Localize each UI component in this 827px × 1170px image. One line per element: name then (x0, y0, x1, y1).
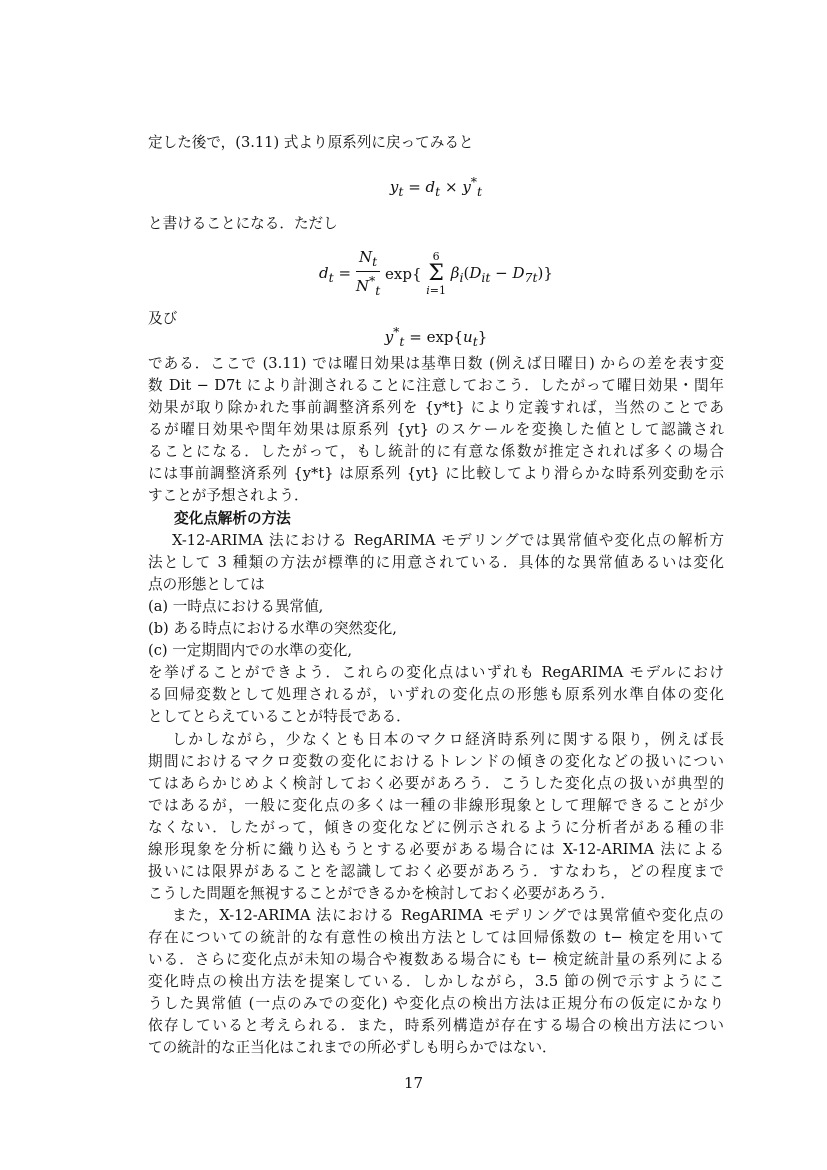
paragraph-line: る回帰変数として処理されるが，いずれの変化点の形態も原系列水準自体の変化 (148, 686, 724, 703)
list-item: (b) ある時点における水準の突然変化, (148, 620, 397, 637)
paragraph-line: 期間におけるマクロ変数の変化におけるトレンドの傾きの変化などの扱いについ (148, 753, 724, 770)
paragraph-line: 扱いには限界があることを認識しておく必要があろう．すなわち，どの程度まで (148, 863, 724, 880)
equation-1 (148, 174, 724, 199)
paragraph-line: X-12-ARIMA 法における RegARIMA モデリングでは異常値や変化点の解析方 (172, 532, 724, 549)
paragraph-line: である．ここで (3.11) では曜日効果は基準日数 (例えば日曜日) からの差を表す変 (148, 355, 724, 372)
paragraph-line: すことが予想されよう． (148, 487, 309, 504)
paragraph-line: なくない．したがって，傾きの変化などに例示されるように分析者がある種の非 (148, 819, 724, 836)
paragraph-line: 変化時点の検出方法を提案している．しかしながら，3.5 節の例で示すようにこ (148, 973, 724, 990)
paragraph-line: 及び (148, 310, 178, 327)
list-item: (a) 一時点における異常値, (148, 598, 324, 615)
paragraph-line: ての統計的な正当化はこれまでの所必ずしも明らかではない． (148, 1039, 557, 1056)
paragraph-line: 効果が取り除かれた事前調整済系列を {y*t} により定義すれば，当然のことであ (148, 399, 724, 416)
paragraph-line: を挙げることができよう．これらの変化点はいずれも RegARIMA モデルにおけ (148, 664, 724, 681)
equation-text: $y_t = d_t \times y^*_t$ (389, 174, 483, 199)
paragraph-line: しかしながら，少なくとも日本のマクロ経済時系列に関する限り，例えば長 (172, 731, 724, 748)
paragraph-line: また，X-12-ARIMA 法における RegARIMA モデリングでは異常値や変化点の (172, 907, 724, 924)
paragraph-line: 線形現象を分析に織り込もうとする必要がある場合には X-12-ARIMA 法による (148, 841, 724, 858)
equation-2: $d_t$ = $\frac{N_t}{N^*_t}$ exp{ 6 Σ i=1 $\beta_i(D_{it} - D_{7t})$} (319, 248, 553, 298)
paragraph-line: 法として 3 種類の方法が標準的に用意されている．具体的な異常値あるいは変化 (148, 554, 724, 571)
list-item: (c) 一定期間内での水準の変化, (148, 642, 352, 659)
paragraph-line: こうした問題を無視することができるかを検討しておく必要があろう． (148, 885, 616, 902)
paragraph-line: 定した後で，(3.11) 式より原系列に戻ってみると (148, 134, 474, 151)
paragraph-line: には事前調整済系列 {y*t} は原系列 {yt} に比較してより滑らかな時系列変動を示 (148, 465, 724, 482)
paragraph-line: うした異常値 (一点のみでの変化) や変化点の検出方法は正規分布の仮定にかなり (148, 995, 724, 1012)
paragraph-line: と書けることになる．ただし (148, 215, 338, 232)
equation-3: $y^*_t = \exp\{u_t\}$ (384, 324, 488, 349)
paragraph-line: としてとらえていることが特長である． (148, 708, 411, 725)
paragraph-line: るが曜日効果や閏年効果は原系列 {yt} のスケールを変換した値として認識され (148, 421, 724, 438)
paragraph-line: 数 Dit − D7t により計測されることに注意しておこう．したがって曜日効果・閏年 (148, 377, 724, 394)
paragraph-line: ではあるが，一般に変化点の多くは一種の非線形現象として理解できることが少 (148, 797, 724, 814)
paragraph-line: 存在についての統計的な有意性の検出方法としては回帰係数の t− 検定を用いて (148, 929, 724, 946)
paragraph-line: 点の形態としては (148, 576, 265, 593)
paragraph-line: 依存していると考えられる．また，時系列構造が存在する場合の検出方法につい (148, 1017, 724, 1034)
paragraph-line: てはあらかじめよく検討しておく必要があろう．こうした変化点の扱いが典型的 (148, 775, 724, 792)
paragraph-line: ることになる．したがって，もし統計的に有意な係数が推定されれば多くの場合 (148, 443, 724, 460)
section-heading: 変化点解析の方法 (174, 510, 291, 527)
paragraph-line: いる．さらに変化点が未知の場合や複数ある場合にも t− 検定統計量の系列による (148, 951, 724, 968)
page-number: 17 (403, 1074, 424, 1092)
